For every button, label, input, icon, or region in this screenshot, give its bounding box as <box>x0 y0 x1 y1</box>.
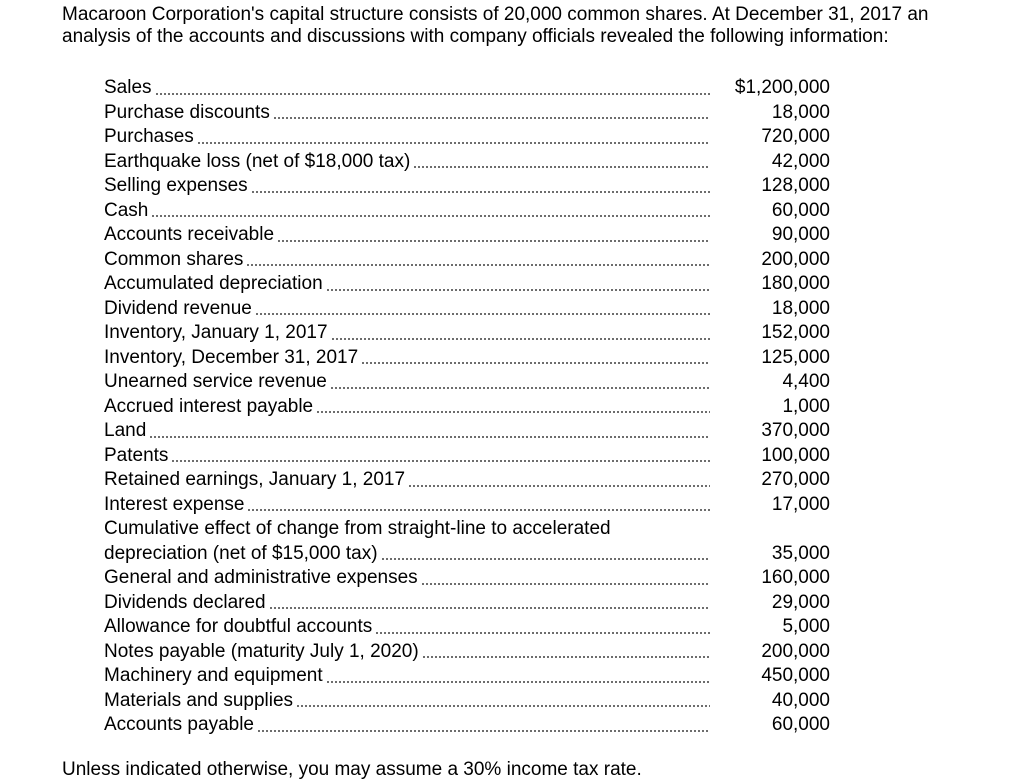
dot-leader <box>257 730 710 732</box>
account-label: Patents <box>104 444 169 466</box>
account-label: Purchase discounts <box>104 101 270 123</box>
dot-leader <box>381 558 710 560</box>
account-amount: 40,000 <box>771 689 830 711</box>
account-row <box>104 419 830 444</box>
dot-leader <box>326 681 710 683</box>
account-row <box>104 517 830 566</box>
dot-leader <box>326 289 710 291</box>
account-label: Notes payable (maturity July 1, 2020) <box>104 640 419 662</box>
account-row <box>104 640 830 665</box>
account-list <box>104 76 830 738</box>
account-label: Accounts payable <box>104 714 254 735</box>
dot-leader <box>255 313 710 315</box>
account-label: Dividend revenue <box>104 297 252 319</box>
dot-leader <box>171 460 710 462</box>
account-row <box>104 101 830 126</box>
account-amount: 450,000 <box>761 665 830 686</box>
account-row <box>104 566 830 591</box>
dot-leader <box>331 338 710 340</box>
account-label: Land <box>104 420 147 441</box>
dot-leader <box>421 583 710 585</box>
account-label: Accounts receivable <box>104 224 275 245</box>
account-amount: 60,000 <box>771 714 830 735</box>
account-label: Selling expenses <box>104 175 248 196</box>
dot-leader <box>151 215 710 217</box>
account-amount: 18,000 <box>771 101 830 123</box>
dot-leader <box>251 191 710 193</box>
account-label: Retained earnings, January 1, 2017 <box>104 469 406 490</box>
dot-leader <box>330 387 710 389</box>
dot-leader <box>408 485 710 487</box>
dot-leader <box>296 705 710 707</box>
dot-leader <box>422 656 710 658</box>
account-amount: 125,000 <box>761 346 830 368</box>
dot-leader <box>269 607 710 609</box>
account-row <box>104 713 830 738</box>
tax-rate-note: Unless indicated otherwise, you may assume a 30% income tax rate. <box>62 759 642 780</box>
account-amount: 200,000 <box>761 640 830 662</box>
account-row <box>104 346 830 371</box>
account-row <box>104 248 830 273</box>
account-amount: 5,000 <box>782 616 830 637</box>
account-label: Inventory, December 31, 2017 <box>104 346 359 368</box>
account-amount: 180,000 <box>761 273 830 294</box>
account-label-line1: Cumulative effect of change from straight-line to accelerated <box>104 518 611 539</box>
account-amount: 200,000 <box>761 248 830 270</box>
dot-leader <box>247 509 710 511</box>
account-row <box>104 272 830 297</box>
account-label: Cash <box>104 199 149 221</box>
account-amount: 370,000 <box>761 420 830 441</box>
account-label: Unearned service revenue <box>104 371 327 392</box>
account-amount: 128,000 <box>761 175 830 196</box>
dot-leader <box>375 632 710 634</box>
account-amount: 720,000 <box>761 126 830 147</box>
account-label: depreciation (net of $15,000 tax) <box>104 542 378 564</box>
account-label: General and administrative expenses <box>104 567 418 588</box>
account-row <box>104 223 830 248</box>
account-row <box>104 615 830 640</box>
dot-leader <box>316 411 710 413</box>
dot-leader <box>361 362 710 364</box>
account-row <box>104 395 830 420</box>
account-amount: 1,000 <box>782 395 830 417</box>
account-label: Accrued interest payable <box>104 395 314 417</box>
account-amount: 270,000 <box>761 469 830 490</box>
account-label: Machinery and equipment <box>104 665 323 686</box>
problem-intro: Macaroon Corporation's capital structure consists of 20,000 common shares. At December 31, 2017 an analysis of the accounts and discussions with company officials revealed the following information: <box>62 4 929 47</box>
account-amount: 17,000 <box>771 493 830 515</box>
account-row <box>104 370 830 395</box>
account-label: Inventory, January 1, 2017 <box>104 322 328 343</box>
account-row <box>104 689 830 714</box>
account-amount: 152,000 <box>761 322 830 343</box>
account-amount: 4,400 <box>782 371 830 392</box>
account-label: Sales <box>104 77 152 98</box>
account-amount: 60,000 <box>771 199 830 221</box>
account-amount: 35,000 <box>771 542 830 564</box>
dot-leader <box>155 93 710 95</box>
account-row <box>104 199 830 224</box>
account-row <box>104 125 830 150</box>
account-amount: 29,000 <box>771 591 830 613</box>
account-row <box>104 321 830 346</box>
account-amount: 90,000 <box>771 224 830 245</box>
account-row <box>104 444 830 469</box>
account-row <box>104 150 830 175</box>
account-label: Dividends declared <box>104 591 266 613</box>
account-row <box>104 664 830 689</box>
account-label: Purchases <box>104 126 194 147</box>
account-row <box>104 493 830 518</box>
dot-leader <box>197 142 710 144</box>
account-amount: 42,000 <box>771 150 830 172</box>
account-amount: 160,000 <box>761 567 830 588</box>
account-amount: $1,200,000 <box>734 77 830 98</box>
account-row <box>104 468 830 493</box>
account-row <box>104 591 830 616</box>
dot-leader <box>277 240 710 242</box>
account-label: Common shares <box>104 248 244 270</box>
account-amount: 18,000 <box>771 297 830 319</box>
account-row <box>104 174 830 199</box>
account-row <box>104 297 830 322</box>
dot-leader <box>246 264 710 266</box>
account-label: Materials and supplies <box>104 689 294 711</box>
dot-leader <box>413 166 710 168</box>
account-label: Interest expense <box>104 493 245 515</box>
account-label: Accumulated depreciation <box>104 273 323 294</box>
account-row <box>104 76 830 101</box>
account-label: Earthquake loss (net of $18,000 tax) <box>104 150 411 172</box>
account-amount: 100,000 <box>761 444 830 466</box>
dot-leader <box>149 436 710 438</box>
account-label: Allowance for doubtful accounts <box>104 616 373 637</box>
dot-leader <box>273 117 710 119</box>
